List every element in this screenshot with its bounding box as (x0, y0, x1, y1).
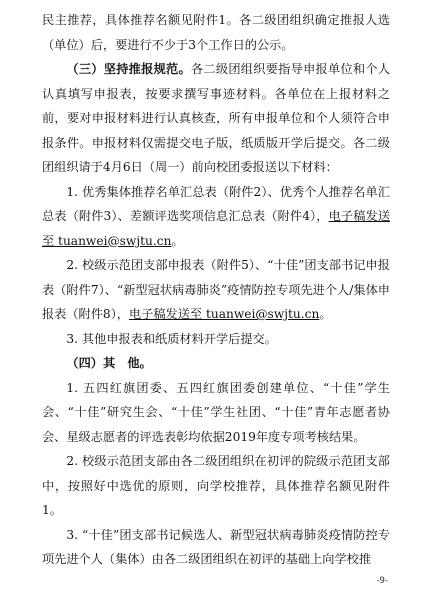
list-item-1-suffix: 。 (171, 233, 184, 248)
list-item-3-text: 3. 其他申报表和纸质材料开学后提交。 (66, 331, 277, 346)
section-three-paragraph (42, 57, 390, 180)
section-three-body: 各二级团组织要指导申报单位和个人认真填写申报表，按要求撰写事迹材料。各单位在上报材料之前，要对申报材料进行认真核查，所有申报单位和个人须符合申报条件。申报材料仅需提交电子版，纸质版开学后提交。各二级团组织请于4月6日（周一）前向校团委报送以下材料： (42, 62, 391, 174)
page-number: -9- (376, 576, 388, 586)
other-item-3-text: 3. “十佳”团支部书记候选人、新型冠状病毒肺炎疫情防控专项先进个人（集体）由各二级团组织在初评的基础上向学校推 (42, 527, 390, 566)
section-four-heading-paragraph (42, 351, 390, 376)
list-item-1-email-note: 电子稿发送至 tuanwei@swjtu.cn (42, 209, 391, 248)
list-item-2-text: 2. 校级示范团支部申报表（附件5）、“十佳”团支部书记申报表（附件7）、“新型冠状病毒肺炎”疫情防控专项先进个人/集体申报表（附件8）， (42, 258, 390, 321)
other-item-1 (42, 376, 390, 450)
paragraph-text: 民主推荐，具体推荐名额见附件1。各二级团组织确定推报人选（单位）后，要进行不少于3个工作日的公示。 (42, 13, 390, 52)
list-item-1-text: 1. 优秀集体推荐名单汇总表（附件2）、优秀个人推荐名单汇总表（附件3）、差额评选奖项信息汇总表（附件4）， (42, 184, 390, 223)
list-item-2 (42, 253, 390, 327)
other-item-3 (42, 523, 390, 572)
paragraph-continuation (42, 8, 390, 57)
section-four-heading: （四）其 他。 (66, 356, 152, 370)
other-item-2 (42, 449, 390, 523)
list-item-2-email-note: 电子稿发送至 tuanwei@swjtu.cn (128, 307, 320, 321)
document-body (42, 8, 390, 572)
other-item-2-text: 2. 校级示范团支部由各二级团组织在初评的院级示范团支部中，按照好中选优的原则，向学校推荐，具体推荐名额见附件1。 (42, 454, 390, 517)
list-item-1 (42, 180, 390, 254)
list-item-2-suffix: 。 (319, 307, 332, 321)
other-item-1-text: 1. 五四红旗团委、五四红旗团委创建单位、“十佳”学生会、“十佳”研究生会、“十佳”学生社团、“十佳”青年志愿者协会、星级志愿者的评选表彰均依据2019年度专项考核结果。 (42, 380, 390, 444)
list-item-3 (42, 327, 390, 352)
section-three-heading: （三）坚持推报规范。 (66, 62, 191, 76)
